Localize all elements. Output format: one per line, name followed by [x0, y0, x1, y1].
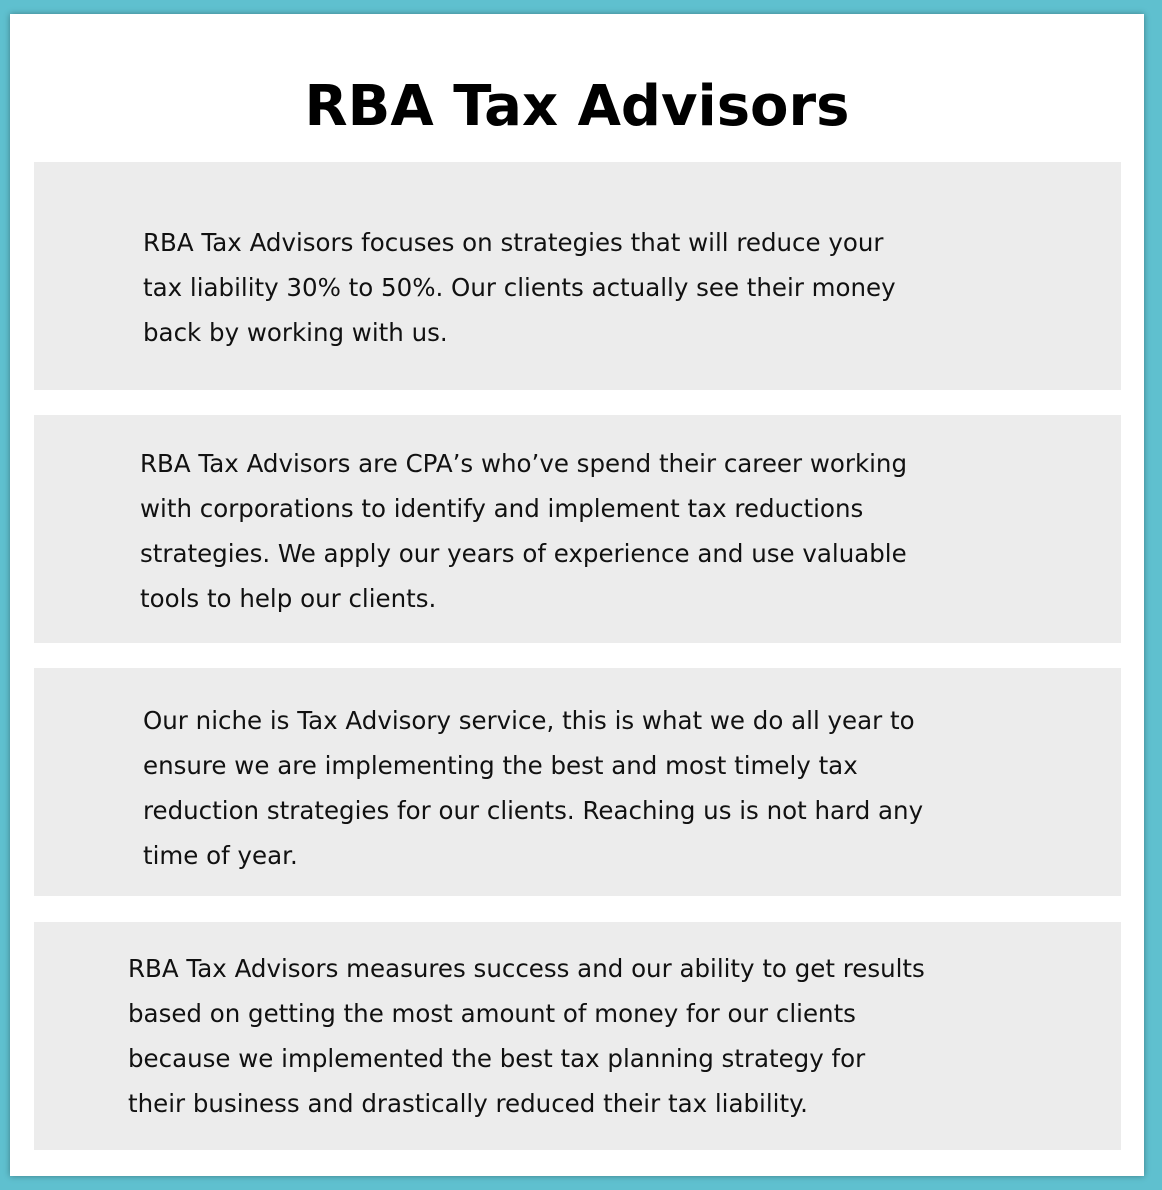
- info-card-text: RBA Tax Advisors measures success and our ability to get results based on getting the most amount of money for our clients because we implemented the best tax planning strategy for their business and drastically reduced their tax liability.: [128, 954, 925, 1118]
- info-card-text: Our niche is Tax Advisory service, this is what we do all year to ensure we are implementing the best and most timely tax reduction strategies for our clients. Reaching us is not hard any time of year.: [143, 706, 924, 870]
- info-card-text: RBA Tax Advisors focuses on strategies that will reduce your tax liability 30% to 50%. Our clients actually see their money back by working with us.: [143, 228, 896, 347]
- page-title: RBA Tax Advisors: [304, 74, 850, 139]
- info-card-tax-liability: [34, 162, 1121, 390]
- info-card-text: RBA Tax Advisors are CPA’s who’ve spend their career working with corporations to identify and implement tax reductions strategies. We apply our years of experience and use valuable tools to help our clients.: [140, 449, 908, 613]
- info-card-advisory-niche: [34, 668, 1121, 896]
- content-frame: [10, 14, 1144, 1176]
- info-card-cpa-experience: [34, 415, 1121, 643]
- info-card-success-measure: [34, 922, 1121, 1150]
